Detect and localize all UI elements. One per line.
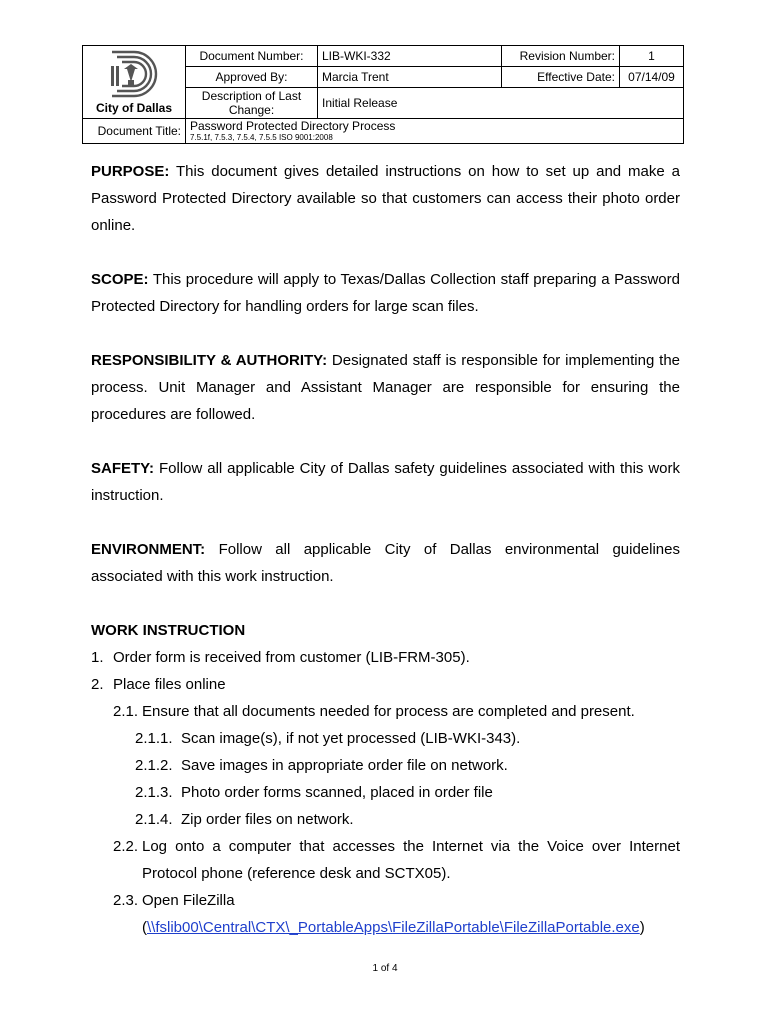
document-header bbox=[82, 45, 683, 144]
list-item bbox=[91, 698, 680, 725]
approved-value: Marcia Trent bbox=[318, 67, 502, 88]
environment-text: Follow all applicable City of Dallas environmental guidelines associated with this work instruction. bbox=[91, 541, 680, 585]
responsibility-label: RESPONSIBILITY & AUTHORITY: bbox=[91, 352, 328, 369]
list-number: 2.1.1. bbox=[135, 730, 173, 747]
logo-cell bbox=[83, 46, 186, 119]
list-text: Zip order files on network. bbox=[181, 811, 354, 828]
list-number: 2.1. bbox=[113, 703, 139, 720]
list-text: Order form is received from customer (LIB-FRM-305). bbox=[113, 649, 470, 666]
list-text bbox=[142, 887, 680, 941]
document-standards: 7.5.1f, 7.5.3, 7.5.4, 7.5.5 ISO 9001:2008 bbox=[190, 132, 333, 142]
revision-label: Revision Number: bbox=[502, 46, 620, 67]
safety-text: Follow all applicable City of Dallas safety guidelines associated with this work instruction. bbox=[91, 460, 680, 504]
doc-number-label: Document Number: bbox=[186, 46, 318, 67]
document-title: Password Protected Directory Process bbox=[190, 118, 396, 133]
description-value: Initial Release bbox=[318, 88, 684, 119]
list-number: 2.3. bbox=[113, 892, 139, 909]
paren-close: ) bbox=[639, 919, 645, 936]
list-number: 2.1.2. bbox=[135, 757, 173, 774]
filezilla-path-link[interactable]: \\fslib00\Central\CTX\_PortableApps\FileZillaPortable\FileZillaPortable.exe bbox=[147, 919, 640, 936]
list-number: 2.1.4. bbox=[135, 811, 173, 828]
document-body bbox=[91, 158, 680, 941]
responsibility-text: Designated staff is responsible for implementing the process. Unit Manager and Assistant Manager are responsible for ensuring the procedures are followed. bbox=[91, 352, 681, 423]
scope-section bbox=[91, 266, 680, 320]
list-number: 2. bbox=[91, 676, 104, 693]
scope-text: This procedure will apply to Texas/Dallas Collection staff preparing a Password Protected Directory for handling orders for large scan files. bbox=[91, 271, 680, 315]
document-title-label: Document Title: bbox=[83, 119, 186, 144]
doc-number-value: LIB-WKI-332 bbox=[318, 46, 502, 67]
paren-open: ( bbox=[142, 919, 147, 936]
purpose-label: PURPOSE: bbox=[91, 163, 170, 180]
list-item bbox=[91, 671, 680, 698]
list-item bbox=[91, 644, 680, 671]
list-text: Log onto a computer that accesses the Internet via the Voice over Internet Protocol phone (reference desk and SCTX05). bbox=[142, 838, 680, 882]
responsibility-section bbox=[91, 347, 680, 428]
environment-section bbox=[91, 536, 680, 590]
list-item bbox=[91, 806, 680, 833]
work-instruction-heading: WORK INSTRUCTION bbox=[91, 622, 246, 639]
list-text: Photo order forms scanned, placed in order file bbox=[181, 784, 493, 801]
environment-label: ENVIRONMENT: bbox=[91, 541, 206, 558]
city-of-dallas-logo bbox=[108, 50, 160, 98]
filezilla-label: Open FileZilla bbox=[142, 892, 235, 909]
safety-label: SAFETY: bbox=[91, 460, 155, 477]
list-item bbox=[91, 779, 680, 806]
effective-value: 07/14/09 bbox=[620, 67, 684, 88]
org-name: City of Dallas bbox=[95, 100, 173, 115]
list-number: 2.1.3. bbox=[135, 784, 173, 801]
list-number: 2.2. bbox=[113, 838, 139, 855]
list-item bbox=[91, 752, 680, 779]
approved-label: Approved By: bbox=[186, 67, 318, 88]
list-item bbox=[91, 725, 680, 752]
purpose-text: This document gives detailed instructions on how to set up and make a Password Protected Directory available so that customers can access their photo order online. bbox=[91, 163, 680, 234]
list-item bbox=[91, 887, 680, 941]
page-number: 1 of 4 bbox=[372, 963, 398, 974]
list-text: Ensure that all documents needed for process are completed and present. bbox=[142, 703, 635, 720]
list-text: Place files online bbox=[113, 676, 226, 693]
list-text: Save images in appropriate order file on network. bbox=[181, 757, 508, 774]
list-number: 1. bbox=[91, 649, 104, 666]
revision-value: 1 bbox=[620, 46, 684, 67]
effective-label: Effective Date: bbox=[502, 67, 620, 88]
list-item bbox=[91, 833, 680, 887]
list-text: Scan image(s), if not yet processed (LIB-WKI-343). bbox=[181, 730, 521, 747]
document-title-cell bbox=[186, 119, 684, 144]
scope-label: SCOPE: bbox=[91, 271, 149, 288]
description-label: Description of Last Change: bbox=[186, 88, 318, 119]
safety-section bbox=[91, 455, 680, 509]
purpose-section bbox=[91, 158, 680, 239]
